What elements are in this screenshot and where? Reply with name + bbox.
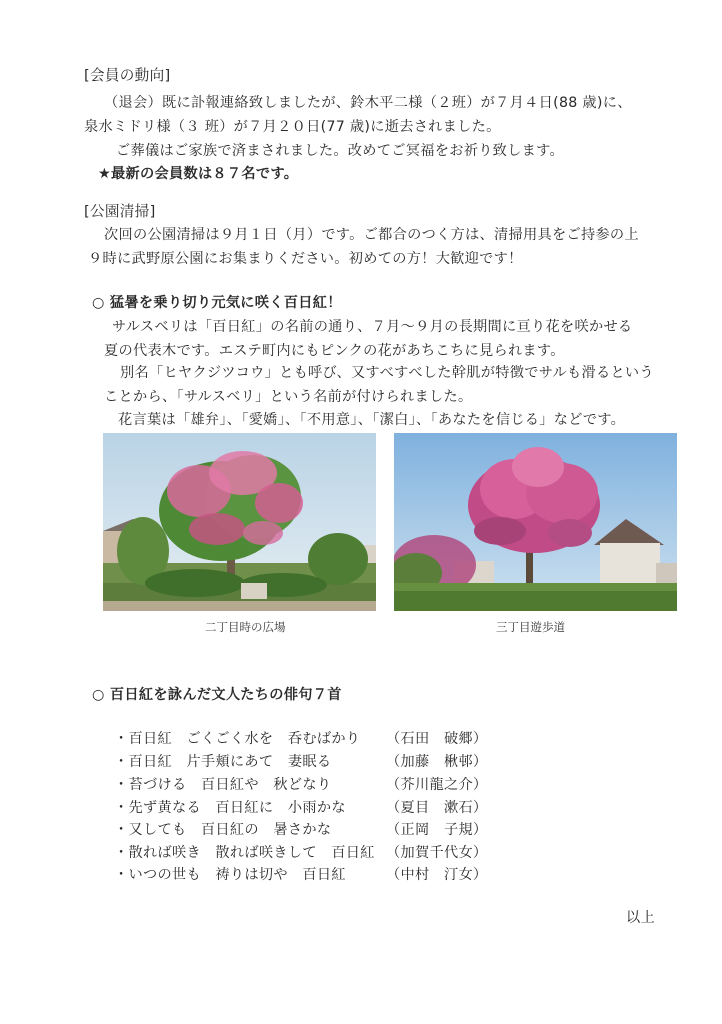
closing-text: 以上	[626, 910, 655, 926]
haiku-verse: ・又しても 百日紅の 暑さかな	[114, 822, 332, 838]
photo-plaza-crape-myrtle	[103, 433, 376, 611]
crape-line-5: 花言葉は「雄弁」、「愛嬌」、「不用意」、「潔白」、「あなたを信じる」などです。	[118, 412, 626, 428]
haiku-author: （石田 破郷）	[386, 731, 488, 747]
cleanup-line-1: 次回の公園清掃は９月１日（月）です。ご都合のつく方は、清掃用具をご持参の上	[104, 227, 639, 243]
haiku-verse: ・いつの世も 祷りは切や 百日紅	[114, 867, 346, 883]
crape-heading: ○ 猛暑を乗り切り元気に咲く百日紅！	[92, 295, 342, 311]
haiku-heading: ○ 百日紅を詠んだ文人たちの俳句７首	[92, 687, 342, 703]
members-count: ★最新の会員数は８７名です。	[98, 166, 299, 182]
haiku-author: （夏目 漱石）	[386, 800, 488, 816]
haiku-verse: ・散れば咲き 散れば咲きして 百日紅	[114, 845, 375, 861]
crape-line-1: サルスベリは「百日紅」の名前の通り、７月～９月の長期間に亘り花を咲かせる	[112, 319, 633, 335]
crape-line-3: 別名「ヒヤクジツコウ」とも呼び、又すべすべした幹肌が特徴でサルも滑るという	[120, 365, 654, 381]
members-line-2: 泉水ミドリ様（３ 班）が７月２０日(77 歳)に逝去されました。	[84, 119, 501, 135]
members-line-1: （退会）既に訃報連絡致しましたが、鈴木平二様（２班）が７月４日(88 歳)に、	[104, 95, 632, 111]
haiku-author: （加藤 楸邨）	[386, 754, 488, 770]
members-line-3: ご葬儀はご家族で済まされました。改めてご冥福をお祈り致します。	[116, 143, 564, 159]
photo-right-caption: 三丁目遊歩道	[496, 620, 565, 634]
members-heading: [会員の動向]	[84, 67, 171, 84]
haiku-verse: ・百日紅 片手頬にあて 妻眠る	[114, 754, 332, 770]
haiku-verse: ・百日紅 ごくごく水を 呑むばかり	[114, 731, 361, 747]
cleanup-heading: [公園清掃]	[84, 203, 156, 220]
photo-promenade-crape-myrtle	[394, 433, 677, 611]
haiku-author: （芥川龍之介）	[386, 777, 488, 793]
haiku-author: （中村 汀女）	[386, 867, 488, 883]
haiku-author: （正岡 子規）	[386, 822, 488, 838]
haiku-author: （加賀千代女）	[386, 845, 488, 861]
cleanup-line-2: ９時に武野原公園にお集まりください。初めての方！大歓迎です！	[88, 251, 523, 267]
photo-left-caption: 二丁目時の広場	[205, 620, 286, 634]
haiku-verse: ・苔づける 百日紅や 秋どなり	[114, 777, 332, 793]
crape-line-4: ことから、「サルスベリ」という名前が付けられました。	[104, 389, 473, 405]
haiku-verse: ・先ず黄なる 百日紅に 小雨かな	[114, 800, 346, 816]
crape-line-2: 夏の代表木です。エステ町内にもピンクの花があちこちに見られます。	[104, 343, 565, 359]
